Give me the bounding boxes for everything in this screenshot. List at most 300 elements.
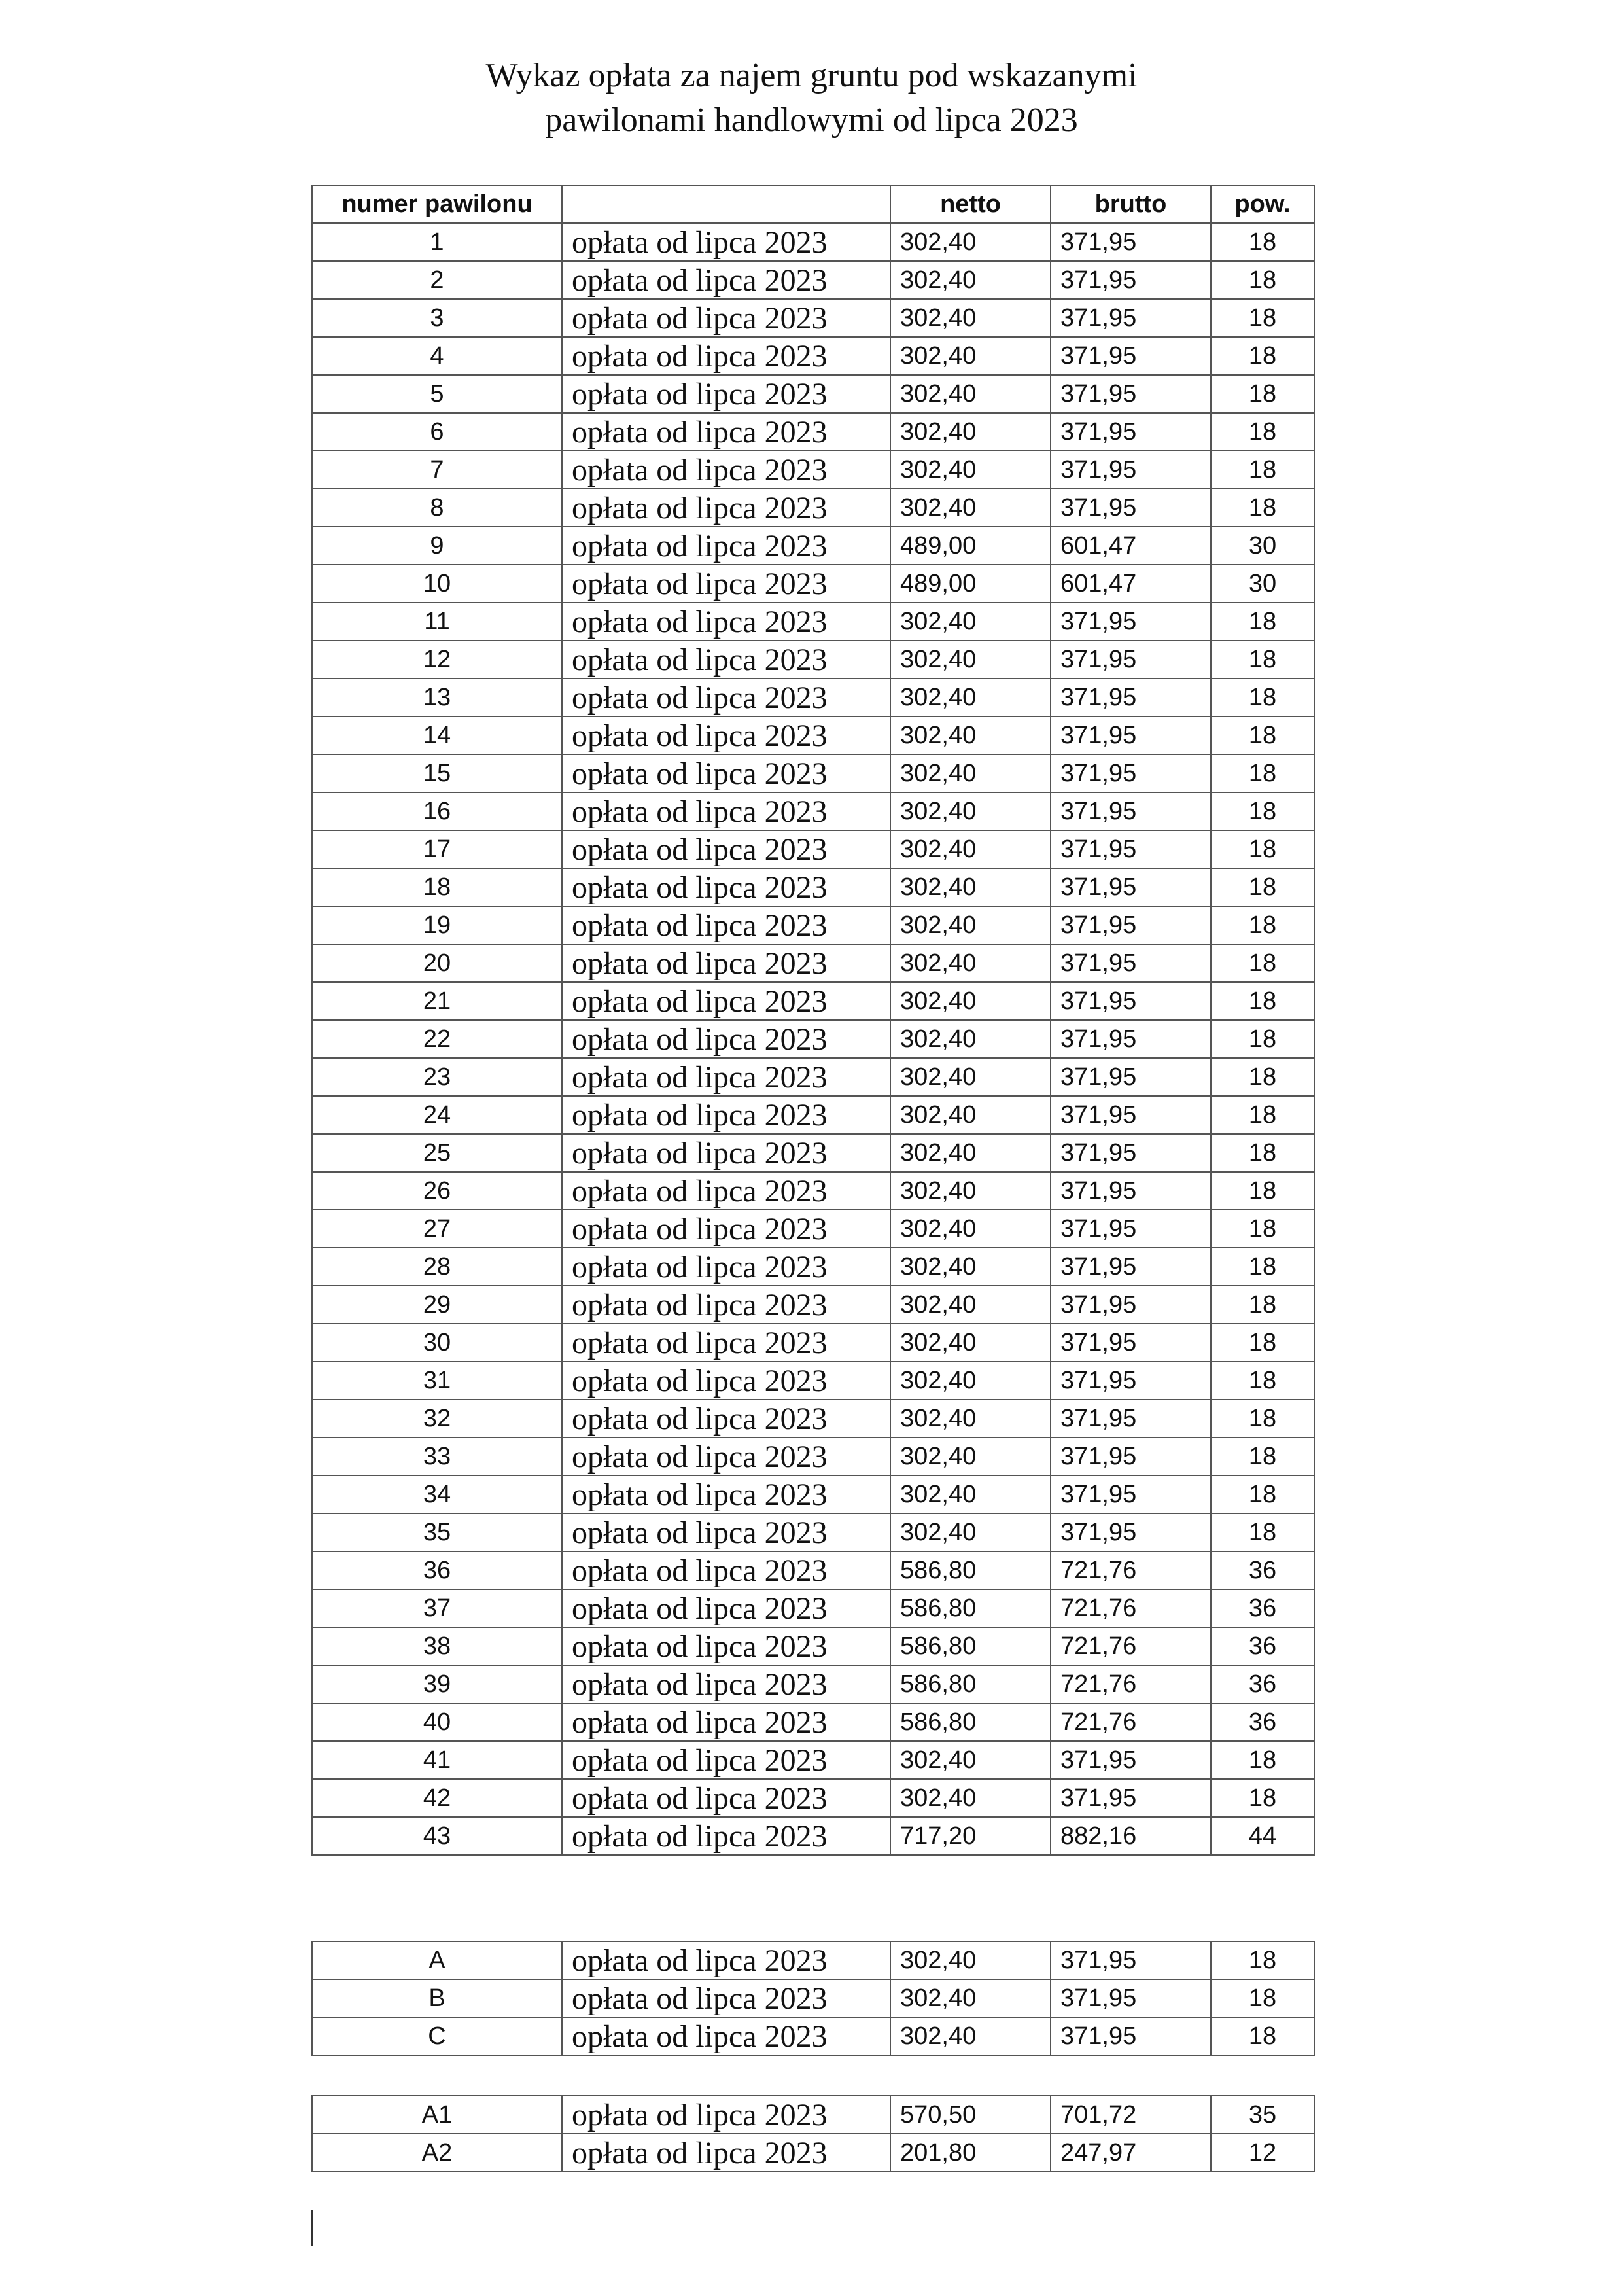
cell-brutto: 371,95 — [1051, 2017, 1211, 2055]
cell-brutto: 721,76 — [1051, 1665, 1211, 1703]
cell-opis: opłata od lipca 2023 — [562, 679, 890, 716]
cell-brutto: 371,95 — [1051, 1979, 1211, 2017]
table-row — [312, 1941, 1314, 1979]
cell-netto: 302,40 — [890, 1438, 1051, 1475]
cell-opis: opłata od lipca 2023 — [562, 792, 890, 830]
table-row — [312, 1589, 1314, 1627]
cell-brutto: 371,95 — [1051, 792, 1211, 830]
table-row — [312, 716, 1314, 754]
cell-netto: 302,40 — [890, 1058, 1051, 1096]
cell-numer: 10 — [312, 565, 562, 603]
cell-netto: 586,80 — [890, 1627, 1051, 1665]
cell-netto: 302,40 — [890, 868, 1051, 906]
cell-opis: opłata od lipca 2023 — [562, 1703, 890, 1741]
table-row — [312, 679, 1314, 716]
table-row — [312, 754, 1314, 792]
cell-pow: 18 — [1211, 1020, 1314, 1058]
table-row — [312, 223, 1314, 261]
cell-pow: 18 — [1211, 944, 1314, 982]
cell-numer: 34 — [312, 1475, 562, 1513]
cell-netto: 302,40 — [890, 944, 1051, 982]
cell-brutto: 371,95 — [1051, 1058, 1211, 1096]
cell-opis: opłata od lipca 2023 — [562, 868, 890, 906]
cell-opis: opłata od lipca 2023 — [562, 1779, 890, 1817]
cell-brutto: 371,95 — [1051, 1248, 1211, 1286]
cell-netto: 302,40 — [890, 1134, 1051, 1172]
cell-numer: 31 — [312, 1362, 562, 1400]
cell-numer: 28 — [312, 1248, 562, 1286]
cell-numer: 39 — [312, 1665, 562, 1703]
cell-numer: 15 — [312, 754, 562, 792]
table-row — [312, 1551, 1314, 1589]
cell-pow: 18 — [1211, 451, 1314, 489]
cell-pow: 12 — [1211, 2134, 1314, 2172]
cell-brutto: 371,95 — [1051, 641, 1211, 679]
table-row — [312, 830, 1314, 868]
pavilion-fee-table-letters — [311, 1941, 1315, 2056]
cell-pow: 18 — [1211, 792, 1314, 830]
cell-netto: 302,40 — [890, 261, 1051, 299]
cell-numer: 20 — [312, 944, 562, 982]
cell-brutto: 371,95 — [1051, 830, 1211, 868]
cell-pow: 18 — [1211, 716, 1314, 754]
cell-opis: opłata od lipca 2023 — [562, 982, 890, 1020]
cell-numer: A — [312, 1941, 562, 1979]
table-row — [312, 1741, 1314, 1779]
table-row — [312, 603, 1314, 641]
cell-pow: 18 — [1211, 375, 1314, 413]
table-row — [312, 375, 1314, 413]
cell-opis: opłata od lipca 2023 — [562, 375, 890, 413]
cell-opis: opłata od lipca 2023 — [562, 223, 890, 261]
cell-pow: 18 — [1211, 1513, 1314, 1551]
cell-brutto: 371,95 — [1051, 1134, 1211, 1172]
cell-opis: opłata od lipca 2023 — [562, 603, 890, 641]
cell-opis: opłata od lipca 2023 — [562, 1400, 890, 1438]
table-row — [312, 1400, 1314, 1438]
cell-numer: 16 — [312, 792, 562, 830]
cell-netto: 302,40 — [890, 1400, 1051, 1438]
cell-pow: 18 — [1211, 868, 1314, 906]
cell-numer: 43 — [312, 1817, 562, 1855]
cell-numer: 22 — [312, 1020, 562, 1058]
table-body — [312, 2096, 1314, 2172]
table-row — [312, 868, 1314, 906]
cell-numer: 29 — [312, 1286, 562, 1324]
cell-netto: 302,40 — [890, 299, 1051, 337]
cell-netto: 302,40 — [890, 641, 1051, 679]
table-row — [312, 1210, 1314, 1248]
table-row — [312, 1779, 1314, 1817]
table-row — [312, 1134, 1314, 1172]
cell-opis: opłata od lipca 2023 — [562, 1665, 890, 1703]
cell-netto: 302,40 — [890, 1979, 1051, 2017]
cell-pow: 44 — [1211, 1817, 1314, 1855]
cell-netto: 302,40 — [890, 1941, 1051, 1979]
cell-netto: 201,80 — [890, 2134, 1051, 2172]
cell-pow: 18 — [1211, 1210, 1314, 1248]
cell-numer: 24 — [312, 1096, 562, 1134]
table-row — [312, 1286, 1314, 1324]
table-row — [312, 2096, 1314, 2134]
cell-brutto: 371,95 — [1051, 261, 1211, 299]
table-row — [312, 261, 1314, 299]
cell-netto: 302,40 — [890, 337, 1051, 375]
cell-brutto: 371,95 — [1051, 489, 1211, 527]
table-row — [312, 451, 1314, 489]
cell-brutto: 371,95 — [1051, 299, 1211, 337]
table-row — [312, 2017, 1314, 2055]
cell-numer: 30 — [312, 1324, 562, 1362]
cell-netto: 570,50 — [890, 2096, 1051, 2134]
cell-numer: 27 — [312, 1210, 562, 1248]
cell-pow: 18 — [1211, 1096, 1314, 1134]
cell-netto: 302,40 — [890, 1324, 1051, 1362]
cell-opis: opłata od lipca 2023 — [562, 1551, 890, 1589]
cell-numer: 3 — [312, 299, 562, 337]
cell-brutto: 882,16 — [1051, 1817, 1211, 1855]
cell-brutto: 371,95 — [1051, 223, 1211, 261]
cell-netto: 302,40 — [890, 1362, 1051, 1400]
cell-opis: opłata od lipca 2023 — [562, 261, 890, 299]
table-row — [312, 299, 1314, 337]
cell-netto: 586,80 — [890, 1551, 1051, 1589]
cell-numer: 37 — [312, 1589, 562, 1627]
cell-numer: 33 — [312, 1438, 562, 1475]
cell-opis: opłata od lipca 2023 — [562, 2017, 890, 2055]
cell-opis: opłata od lipca 2023 — [562, 1475, 890, 1513]
cell-numer: 9 — [312, 527, 562, 565]
cell-numer: C — [312, 2017, 562, 2055]
table-row — [312, 1817, 1314, 1855]
table-row — [312, 1324, 1314, 1362]
cell-opis: opłata od lipca 2023 — [562, 1058, 890, 1096]
cell-pow: 36 — [1211, 1665, 1314, 1703]
cell-opis: opłata od lipca 2023 — [562, 299, 890, 337]
cell-numer: 6 — [312, 413, 562, 451]
cell-pow: 18 — [1211, 2017, 1314, 2055]
cell-brutto: 371,95 — [1051, 1362, 1211, 1400]
cell-brutto: 371,95 — [1051, 754, 1211, 792]
cell-numer: 4 — [312, 337, 562, 375]
table-row — [312, 982, 1314, 1020]
cell-brutto: 721,76 — [1051, 1703, 1211, 1741]
table-row — [312, 1020, 1314, 1058]
cell-pow: 18 — [1211, 223, 1314, 261]
cell-pow: 18 — [1211, 1475, 1314, 1513]
table-row — [312, 413, 1314, 451]
cell-netto: 489,00 — [890, 565, 1051, 603]
cell-netto: 302,40 — [890, 1096, 1051, 1134]
cell-netto: 717,20 — [890, 1817, 1051, 1855]
cell-opis: opłata od lipca 2023 — [562, 565, 890, 603]
title-line-2: pawilonami handlowymi od lipca 2023 — [545, 101, 1078, 139]
header-netto: netto — [890, 185, 1051, 223]
cell-numer: 12 — [312, 641, 562, 679]
cell-numer: 7 — [312, 451, 562, 489]
cell-opis: opłata od lipca 2023 — [562, 527, 890, 565]
cell-brutto: 371,95 — [1051, 1324, 1211, 1362]
cell-netto: 302,40 — [890, 223, 1051, 261]
cell-netto: 302,40 — [890, 1741, 1051, 1779]
cell-netto: 302,40 — [890, 1475, 1051, 1513]
cell-opis: opłata od lipca 2023 — [562, 1817, 890, 1855]
cell-opis: opłata od lipca 2023 — [562, 641, 890, 679]
header-brutto: brutto — [1051, 185, 1211, 223]
cell-numer: 2 — [312, 261, 562, 299]
pavilion-fee-table — [311, 185, 1315, 1856]
table-row — [312, 1703, 1314, 1741]
cell-pow: 18 — [1211, 337, 1314, 375]
cell-numer: 11 — [312, 603, 562, 641]
cell-numer: 40 — [312, 1703, 562, 1741]
cell-opis: opłata od lipca 2023 — [562, 754, 890, 792]
cell-netto: 302,40 — [890, 1286, 1051, 1324]
cell-opis: opłata od lipca 2023 — [562, 451, 890, 489]
cell-netto: 586,80 — [890, 1703, 1051, 1741]
table-row — [312, 1513, 1314, 1551]
cell-opis: opłata od lipca 2023 — [562, 1324, 890, 1362]
cell-opis: opłata od lipca 2023 — [562, 413, 890, 451]
cell-brutto: 721,76 — [1051, 1627, 1211, 1665]
cell-opis: opłata od lipca 2023 — [562, 337, 890, 375]
cell-numer: 38 — [312, 1627, 562, 1665]
cell-pow: 18 — [1211, 1058, 1314, 1096]
cell-opis: opłata od lipca 2023 — [562, 906, 890, 944]
cell-numer: 25 — [312, 1134, 562, 1172]
cell-opis: opłata od lipca 2023 — [562, 1627, 890, 1665]
table-row — [312, 1438, 1314, 1475]
table-row — [312, 565, 1314, 603]
cell-netto: 302,40 — [890, 1020, 1051, 1058]
cell-numer: 42 — [312, 1779, 562, 1817]
cell-brutto: 371,95 — [1051, 1741, 1211, 1779]
cell-opis: opłata od lipca 2023 — [562, 1210, 890, 1248]
cell-pow: 36 — [1211, 1589, 1314, 1627]
cell-pow: 18 — [1211, 1134, 1314, 1172]
cell-opis: opłata od lipca 2023 — [562, 1979, 890, 2017]
document-title — [0, 54, 1623, 143]
cell-brutto: 701,72 — [1051, 2096, 1211, 2134]
table-row — [312, 1058, 1314, 1096]
cell-brutto: 371,95 — [1051, 1286, 1211, 1324]
cell-numer: 17 — [312, 830, 562, 868]
cell-pow: 18 — [1211, 1438, 1314, 1475]
cell-brutto: 371,95 — [1051, 413, 1211, 451]
cell-brutto: 601,47 — [1051, 565, 1211, 603]
cell-opis: opłata od lipca 2023 — [562, 716, 890, 754]
header-pow: pow. — [1211, 185, 1314, 223]
cell-pow: 18 — [1211, 641, 1314, 679]
cell-opis: opłata od lipca 2023 — [562, 1020, 890, 1058]
cell-pow: 36 — [1211, 1551, 1314, 1589]
cell-brutto: 371,95 — [1051, 1438, 1211, 1475]
cell-opis: opłata od lipca 2023 — [562, 1513, 890, 1551]
cell-brutto: 371,95 — [1051, 716, 1211, 754]
cell-opis: opłata od lipca 2023 — [562, 489, 890, 527]
table-row — [312, 1172, 1314, 1210]
cell-numer: 5 — [312, 375, 562, 413]
cell-netto: 489,00 — [890, 527, 1051, 565]
table-row — [312, 906, 1314, 944]
cell-netto: 586,80 — [890, 1665, 1051, 1703]
cell-netto: 302,40 — [890, 1779, 1051, 1817]
cell-netto: 586,80 — [890, 1589, 1051, 1627]
cell-brutto: 371,95 — [1051, 451, 1211, 489]
cell-brutto: 371,95 — [1051, 868, 1211, 906]
pavilion-fee-table-a-series — [311, 2095, 1315, 2172]
cell-numer: 8 — [312, 489, 562, 527]
table-row — [312, 1096, 1314, 1134]
cell-pow: 30 — [1211, 527, 1314, 565]
cell-opis: opłata od lipca 2023 — [562, 2134, 890, 2172]
table-body — [312, 1941, 1314, 2055]
cell-pow: 18 — [1211, 679, 1314, 716]
table-row — [312, 944, 1314, 982]
cell-numer: 26 — [312, 1172, 562, 1210]
cell-pow: 18 — [1211, 1286, 1314, 1324]
table-row — [312, 792, 1314, 830]
cell-netto: 302,40 — [890, 982, 1051, 1020]
cell-pow: 18 — [1211, 1779, 1314, 1817]
table-row — [312, 1475, 1314, 1513]
cell-opis: opłata od lipca 2023 — [562, 944, 890, 982]
cell-netto: 302,40 — [890, 1513, 1051, 1551]
cell-brutto: 371,95 — [1051, 1779, 1211, 1817]
cell-pow: 18 — [1211, 413, 1314, 451]
cell-opis: opłata od lipca 2023 — [562, 1438, 890, 1475]
table-header-row — [312, 185, 1314, 223]
header-numer-pawilonu: numer pawilonu — [312, 185, 562, 223]
table-row — [312, 641, 1314, 679]
cell-opis: opłata od lipca 2023 — [562, 1941, 890, 1979]
cell-opis: opłata od lipca 2023 — [562, 1248, 890, 1286]
cell-brutto: 371,95 — [1051, 337, 1211, 375]
text-cursor — [311, 2210, 313, 2246]
cell-brutto: 371,95 — [1051, 1172, 1211, 1210]
cell-netto: 302,40 — [890, 451, 1051, 489]
cell-netto: 302,40 — [890, 679, 1051, 716]
cell-pow: 18 — [1211, 754, 1314, 792]
cell-numer: 36 — [312, 1551, 562, 1589]
cell-brutto: 371,95 — [1051, 603, 1211, 641]
table-row — [312, 527, 1314, 565]
cell-brutto: 371,95 — [1051, 1210, 1211, 1248]
cell-numer: A2 — [312, 2134, 562, 2172]
cell-pow: 36 — [1211, 1703, 1314, 1741]
title-line-1: Wykaz opłata za najem gruntu pod wskazanymi — [485, 57, 1138, 94]
cell-netto: 302,40 — [890, 906, 1051, 944]
cell-brutto: 371,95 — [1051, 375, 1211, 413]
table-row — [312, 1362, 1314, 1400]
cell-netto: 302,40 — [890, 603, 1051, 641]
cell-pow: 18 — [1211, 1324, 1314, 1362]
cell-pow: 18 — [1211, 1941, 1314, 1979]
cell-pow: 18 — [1211, 603, 1314, 641]
cell-pow: 18 — [1211, 1400, 1314, 1438]
cell-numer: 41 — [312, 1741, 562, 1779]
table-row — [312, 1627, 1314, 1665]
table-row — [312, 1248, 1314, 1286]
cell-pow: 18 — [1211, 1172, 1314, 1210]
cell-numer: 21 — [312, 982, 562, 1020]
cell-numer: 13 — [312, 679, 562, 716]
cell-opis: opłata od lipca 2023 — [562, 1134, 890, 1172]
cell-opis: opłata od lipca 2023 — [562, 2096, 890, 2134]
cell-netto: 302,40 — [890, 1248, 1051, 1286]
cell-numer: 14 — [312, 716, 562, 754]
cell-pow: 18 — [1211, 906, 1314, 944]
header-opis — [562, 185, 890, 223]
cell-brutto: 371,95 — [1051, 906, 1211, 944]
cell-netto: 302,40 — [890, 830, 1051, 868]
cell-brutto: 371,95 — [1051, 1475, 1211, 1513]
cell-pow: 35 — [1211, 2096, 1314, 2134]
cell-brutto: 601,47 — [1051, 527, 1211, 565]
table-row — [312, 489, 1314, 527]
cell-brutto: 371,95 — [1051, 1400, 1211, 1438]
cell-numer: 18 — [312, 868, 562, 906]
table-row — [312, 337, 1314, 375]
cell-brutto: 721,76 — [1051, 1589, 1211, 1627]
cell-numer: 35 — [312, 1513, 562, 1551]
cell-netto: 302,40 — [890, 413, 1051, 451]
cell-pow: 18 — [1211, 1979, 1314, 2017]
cell-brutto: 371,95 — [1051, 1513, 1211, 1551]
cell-numer: 19 — [312, 906, 562, 944]
cell-numer: 1 — [312, 223, 562, 261]
cell-netto: 302,40 — [890, 1172, 1051, 1210]
cell-numer: 23 — [312, 1058, 562, 1096]
cell-brutto: 371,95 — [1051, 1096, 1211, 1134]
cell-netto: 302,40 — [890, 792, 1051, 830]
cell-opis: opłata od lipca 2023 — [562, 1362, 890, 1400]
table-row — [312, 1665, 1314, 1703]
cell-opis: opłata od lipca 2023 — [562, 1589, 890, 1627]
cell-brutto: 371,95 — [1051, 982, 1211, 1020]
cell-brutto: 371,95 — [1051, 1941, 1211, 1979]
cell-netto: 302,40 — [890, 1210, 1051, 1248]
cell-opis: opłata od lipca 2023 — [562, 1096, 890, 1134]
cell-netto: 302,40 — [890, 754, 1051, 792]
cell-brutto: 371,95 — [1051, 679, 1211, 716]
cell-pow: 18 — [1211, 982, 1314, 1020]
cell-opis: opłata od lipca 2023 — [562, 1741, 890, 1779]
cell-brutto: 371,95 — [1051, 944, 1211, 982]
table-body — [312, 223, 1314, 1855]
cell-netto: 302,40 — [890, 2017, 1051, 2055]
table-row — [312, 2134, 1314, 2172]
table-row — [312, 1979, 1314, 2017]
cell-pow: 18 — [1211, 1248, 1314, 1286]
cell-pow: 18 — [1211, 489, 1314, 527]
cell-numer: B — [312, 1979, 562, 2017]
cell-netto: 302,40 — [890, 375, 1051, 413]
cell-brutto: 721,76 — [1051, 1551, 1211, 1589]
cell-brutto: 247,97 — [1051, 2134, 1211, 2172]
cell-pow: 18 — [1211, 261, 1314, 299]
cell-pow: 18 — [1211, 830, 1314, 868]
cell-pow: 18 — [1211, 1741, 1314, 1779]
cell-pow: 30 — [1211, 565, 1314, 603]
cell-numer: A1 — [312, 2096, 562, 2134]
cell-pow: 36 — [1211, 1627, 1314, 1665]
cell-opis: opłata od lipca 2023 — [562, 830, 890, 868]
cell-pow: 18 — [1211, 1362, 1314, 1400]
cell-netto: 302,40 — [890, 489, 1051, 527]
cell-pow: 18 — [1211, 299, 1314, 337]
cell-netto: 302,40 — [890, 716, 1051, 754]
